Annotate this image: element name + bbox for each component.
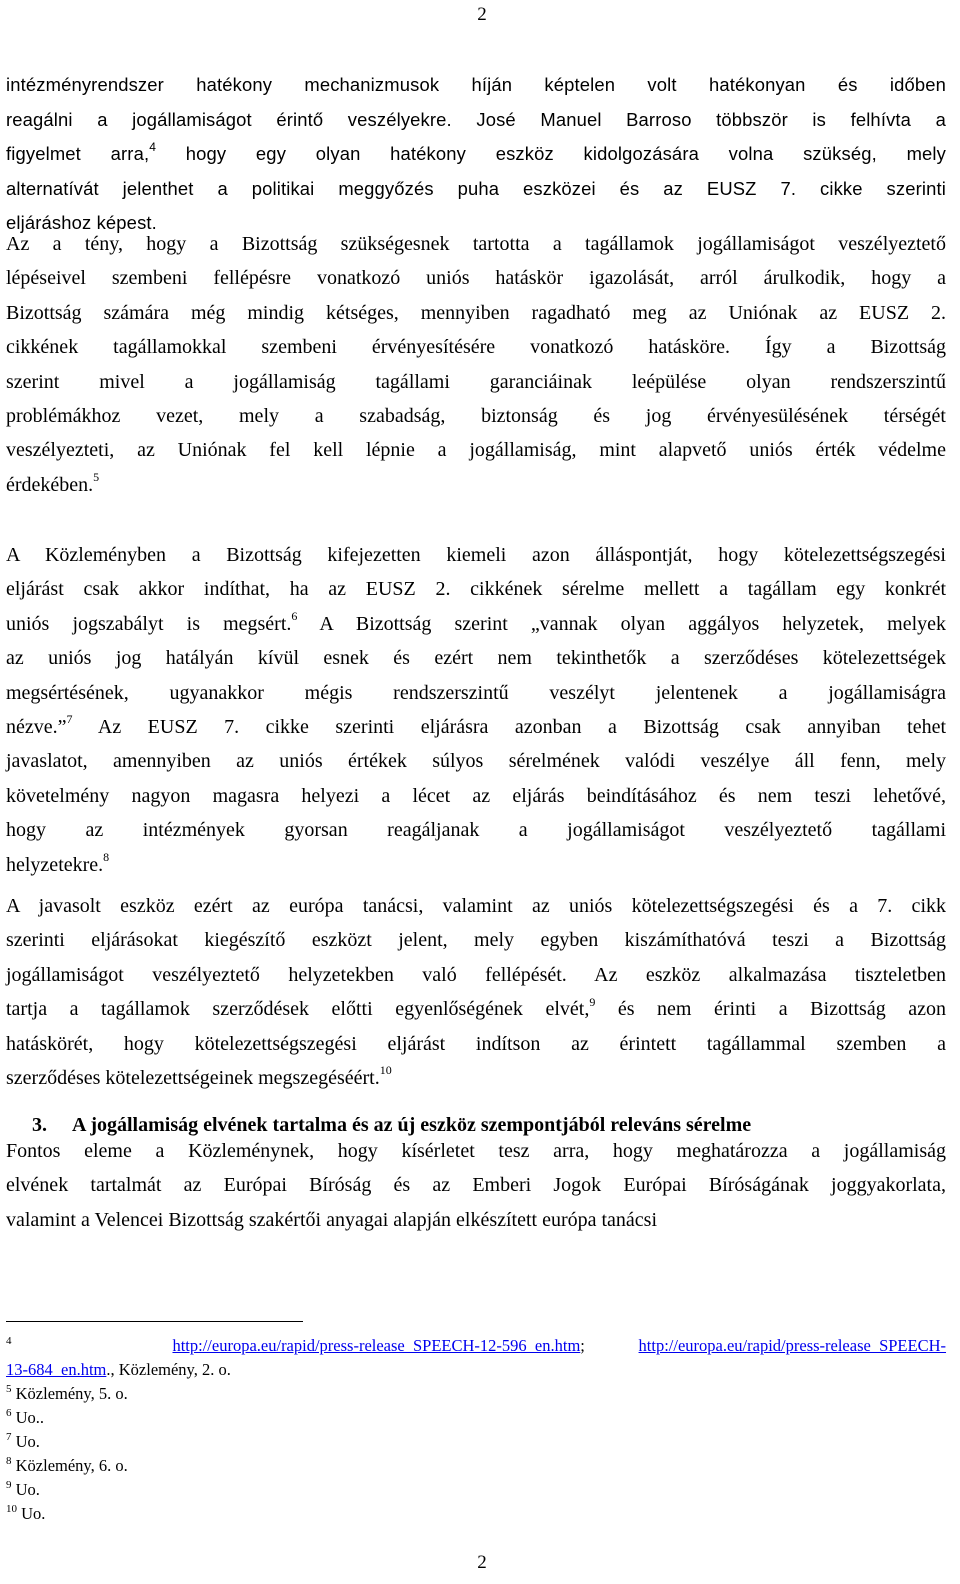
footnote-6: $^6$ Uo.. [6, 1406, 45, 1427]
footnote-10: $^{10}$ Uo. [6, 1502, 46, 1523]
footnote-ref[interactable]: 8 [103, 849, 110, 864]
text-line: veszélyezteti, az Uniónak fel kell lépnie a jogállamiság, mint alapvető uniós érték védelme [6, 439, 946, 462]
text-line: valamint a Velencei Bizottság szakértői anyagai alapján elkészített európa tanácsi [6, 1208, 658, 1231]
text-line: eljárást csak akkor indíthat, ha az EUSZ 2. cikkének sérelme mellett a tagállam egy konkrét [6, 578, 946, 601]
footnote-ref[interactable]: 6 [291, 609, 298, 624]
footnote-link-1[interactable]: http://europa.eu/rapid/press-release_SPEECH-12-596_en.htm [172, 1336, 581, 1355]
footnote-4-continued: 13-684_en.htm., Közlemény, 2. o. [6, 1360, 231, 1379]
text-line: reagálni a jogállamiságot érintő veszélyekre. José Manuel Barroso többször is felhívta a [6, 108, 946, 130]
page-number-top: 2 [477, 4, 487, 25]
text-line: javaslatot, amennyiben az uniós értékek súlyos sérelmének valódi veszélye áll fenn, mely [6, 750, 946, 773]
text-line: lépéseivel szembeni fellépésre vonatkozó uniós hatáskör igazolását, arról árulkodik, hogy a [6, 267, 946, 290]
text-line: hatáskörét, hogy kötelezettségszegési eljárást indítson az érintett tagállammal szemben a [6, 1032, 946, 1055]
paragraph-1 [6, 68, 946, 241]
footnote-ref[interactable]: 9 [589, 994, 596, 1009]
text-line: intézményrendszer hatékony mechanizmusok híján képtelen volt hatékonyan és időben [6, 74, 946, 95]
text-line: követelmény nagyon magasra helyezi a lécet az eljárás beindításához és nem teszi lehetővé, [6, 784, 946, 807]
text-line: Az a tény, hogy a Bizottság szükségesnek tartotta a tagállamok jogállamiságot veszélyeztető [6, 233, 946, 255]
text-line: jogállamiságot veszélyeztető helyzetekben való fellépését. Az eszköz alkalmazása tiszteletben [6, 963, 946, 986]
footnote-link-2[interactable]: http://europa.eu/rapid/press-release_SPEECH- [638, 1336, 947, 1355]
text-line: nézve.”$^7$ Az EUSZ 7. cikke szerinti eljárásra azonban a Bizottság csak annyiban tehet [6, 712, 946, 738]
footnote-ref[interactable]: 7 [66, 712, 73, 727]
footnote-ref[interactable]: 10 [379, 1063, 392, 1078]
footnote-5: $^5$ Közlemény, 5. o. [6, 1382, 128, 1403]
text-line: cikkének tagállamokkal szembeni érvényesítésére vonatkozó hatásköre. Így a Bizottság [6, 336, 946, 359]
text-line: szerint mivel a jogállamiság tagállami garanciáinak leépülése olyan rendszerszintű [6, 370, 946, 393]
text-line: A javasolt eszköz ezért az európa tanácsi, valamint az uniós kötelezettségszegési és a 7. cikk [6, 895, 946, 917]
text-line: hogy az intézmények gyorsan reagáljanak a jogállamiságot veszélyeztető tagállami [6, 819, 946, 842]
footnote-8: $^8$ Közlemény, 6. o. [6, 1454, 128, 1475]
text-line: Bizottság számára még mindig kétséges, mennyiben ragadható meg az Uniónak az EUSZ 2. [6, 301, 946, 324]
text-line: A Közleményben a Bizottság kifejezetten kiemeli azon álláspontját, hogy kötelezettségszegési [6, 544, 946, 566]
footnote-separator [6, 1321, 303, 1322]
paragraph-2 [6, 227, 946, 502]
footnote-ref[interactable]: 4 [149, 139, 157, 154]
footnote-4: $^4$ http://europa.eu/rapid/press-release_SPEECH-12-596_en.htm; http://europa.eu/rapid/press-release_SPEECH- [6, 1334, 947, 1355]
text-line: uniós jogszabályt is megsért.$^6$ A Bizottság szerint „vannak olyan aggályos helyzetek, melyek [6, 609, 946, 635]
text-line: az uniós jog hatályán kívül esnek és ezért nem tekinthetők a szerződéses kötelezettségek [6, 647, 946, 670]
footnote-list [6, 1382, 946, 1526]
text-line: figyelmet arra,$^4$ hogy egy olyan hatékony eszköz kidolgozására volna szükség, mely [6, 139, 946, 164]
footnote-7: $^7$ Uo. [6, 1430, 40, 1451]
section-number: 3. [32, 1114, 47, 1136]
text-line: szerinti eljárásokat kiegészítő eszközt jelent, mely egyben kiszámíthatóvá teszi a Bizottság [6, 929, 946, 952]
footnotes [6, 1334, 946, 1526]
paragraph-3 [6, 538, 946, 882]
text-line: Fontos eleme a Közleménynek, hogy kísérletet tesz arra, hogy meghatározza a jogállamiság [6, 1140, 946, 1162]
footnote-9: $^9$ Uo. [6, 1478, 40, 1499]
text-line: alternatívát jelenthet a politikai meggyőzés puha eszközei és az EUSZ 7. cikke szerinti [6, 177, 946, 199]
page-number-bottom: 2 [477, 1552, 487, 1573]
text-line: érdekében.$^5$ [6, 470, 100, 496]
text-line: problémákhoz vezet, mely a szabadság, biztonság és jog érvényesülésének térségét [6, 404, 946, 427]
text-line: elvének tartalmát az Európai Bíróság és az Emberi Jogok Európai Bíróságának joggyakorlata, [6, 1174, 946, 1197]
footnote-ref[interactable]: 5 [93, 470, 100, 485]
text-line: megsértésének, ugyanakkor mégis rendszerszintű veszélyt jelentenek a jogállamiságra [6, 681, 946, 704]
section-title: A jogállamiság elvének tartalma és az új eszköz szempontjából releváns sérelme [72, 1114, 752, 1136]
paragraph-5 [6, 1134, 946, 1237]
text-line: tartja a tagállamok szerződések előtti egyenlőségének elvét,$^9$ és nem érinti a Bizottság azon [6, 994, 947, 1021]
paragraph-4 [6, 889, 946, 1095]
text-line: szerződéses kötelezettségeinek megszegéséért.$^{10}$ [6, 1063, 392, 1089]
footnote-link-2-continued[interactable]: 13-684_en.htm [6, 1360, 107, 1379]
text-line: helyzetekre.$^8$ [6, 849, 110, 876]
text-line: eljáráshoz képest. [6, 212, 157, 233]
